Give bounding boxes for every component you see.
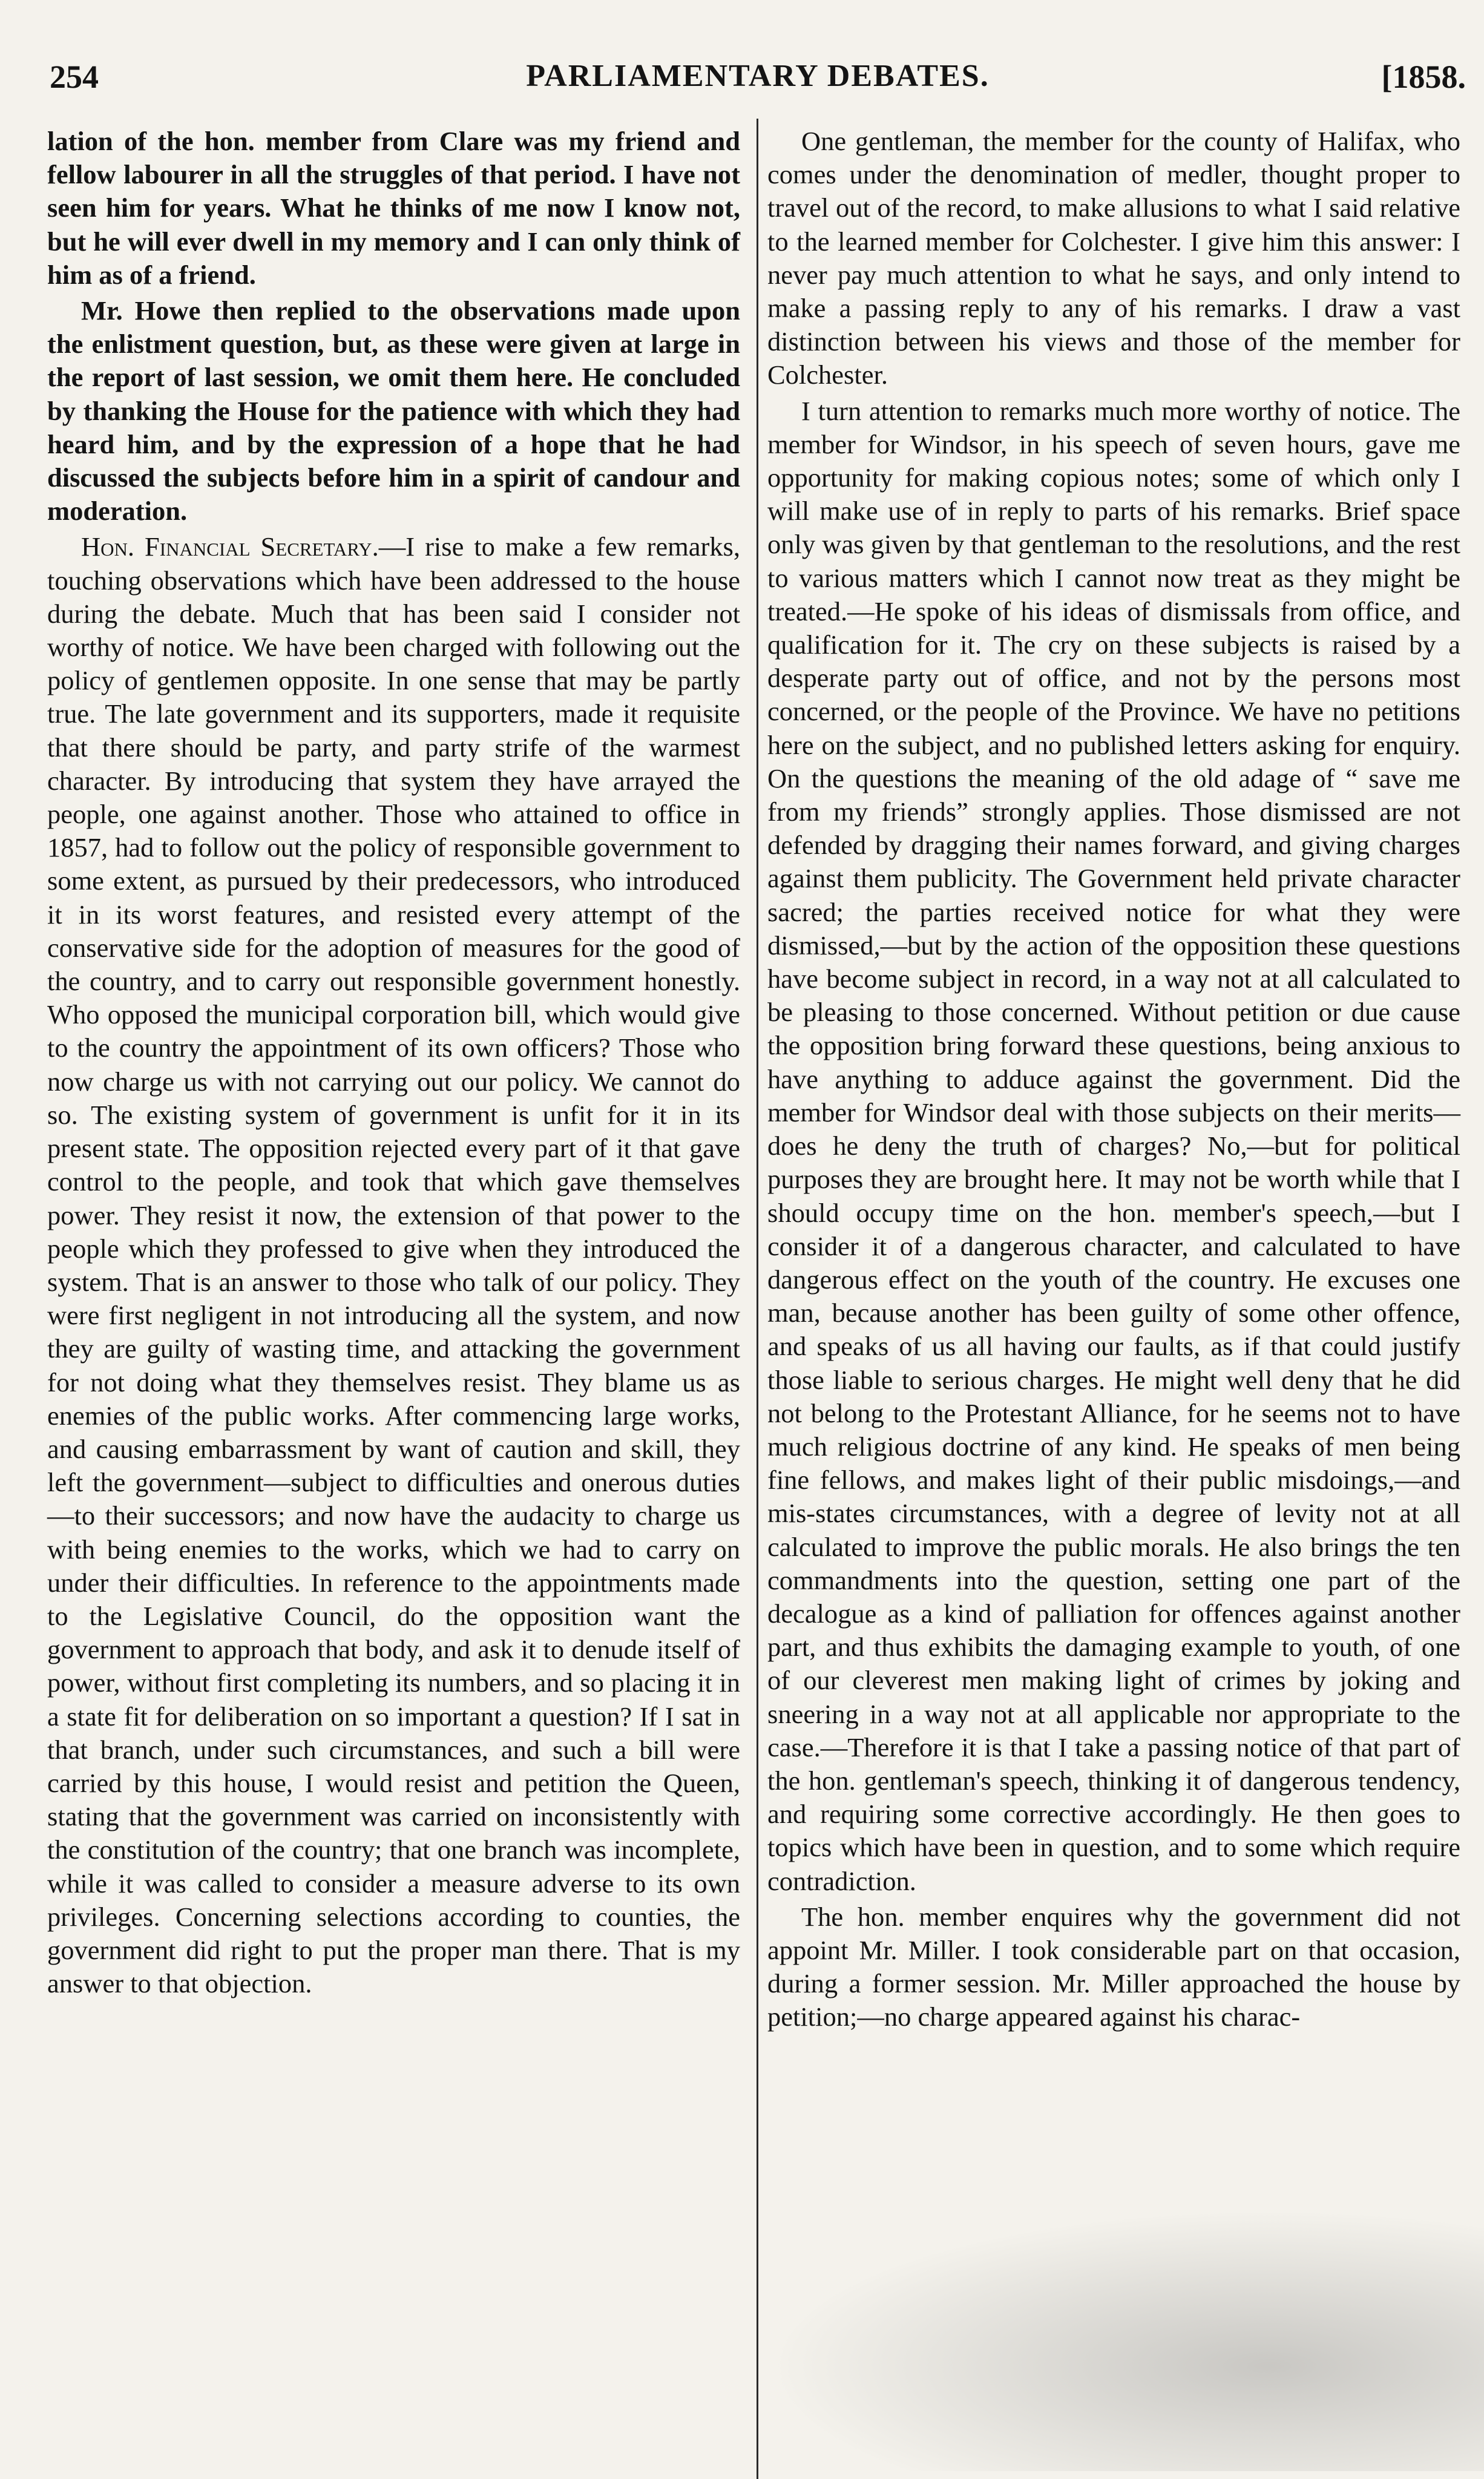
page-number: 254 bbox=[50, 59, 99, 95]
running-title: PARLIAMENTARY DEBATES. bbox=[526, 59, 990, 93]
speech-text: —I rise to make a few remarks, touching observations which have been addressed to the house during the debate. Much that has been said I consider not worthy of notice. We have been charged with following out the policy of gentlemen opposite. In one sense that may be partly true. The late government and its supporters, made it requisite that there should be party, and party strife of the warmest character. By introducing that system they have arrayed the people, one against another. Those who attained to office in 1857, had to follow out the policy of responsible government to some extent, as pursued by their predecessors, who introduced it in its worst features, and resisted every attempt of the conservative side for the adoption of measures for the good of the country, and to carry out responsible government honestly. Who opposed the municipal corporation bill, which would give to the country the appointment of its own officers? Those who now charge us with not carrying out our policy. We cannot do so. The existing system of government is unfit for it in its present state. The opposition rejected every part of it that gave control to the people, and took that which gave themselves power. They resist it now, the extension of that power to the people which they professed to give when they introduced the system. That is an answer to those who talk of our policy. They were first negligent in not introducing all the system, and now they are guilty of wasting time, and attacking the government for not doing what they themselves resist. They blame us as enemies of the public works. After commencing large works, and causing embarrassment by want of caution and skill, they left the government—subject to difficulties and onerous duties—to their successors; and now have the audacity to charge us with being enemies to the works, which we had to carry on under their difficulties. In reference to the appointments made to the Legislative Council, do the opposition want the government to approach that body, and ask it to denude itself of power, without first completing its numbers, and so placing it in a state fit for deliberation on so important a question? If I sat in that branch, under such circumstances, and such a bill were carried by this house, I would resist and petition the Queen, stating that the government was carried on inconsistently with the constitution of the country; that one branch was incomplete, while it was called to consider a measure adverse to its own privileges. Concerning selections according to counties, the government did right to put the proper man there. That is my answer to that objection. bbox=[47, 531, 740, 1999]
column-divider bbox=[757, 119, 758, 2479]
right-column bbox=[767, 125, 1460, 2034]
speaker-name: Hon. Financial Secretary. bbox=[81, 531, 379, 562]
paragraph: lation of the hon. member from Clare was my friend and fellow labourer in all the struggles of that period. I have not seen him for years. What he thinks of me now I know not, but he will ever dwell in my memory and I can only think of him as of a friend. bbox=[47, 126, 740, 290]
paragraph: The hon. member enquires why the government did not appoint Mr. Miller. I took considerable part on that occasion, during a former session. Mr. Miller approached the house by petition;—no charge appeared against his charac- bbox=[767, 1901, 1460, 2032]
scan-smudge bbox=[767, 2209, 1484, 2471]
paragraph: Mr. Howe then replied to the observations made upon the enlistment question, but, as these were given at large in the report of last session, we omit them here. He concluded by thanking the House for the patience with which they had heard him, and by the expression of a hope that he had discussed the subjects before him in a spirit of candour and moderation. bbox=[47, 295, 740, 527]
paragraph bbox=[47, 530, 740, 2000]
paragraph: One gentleman, the member for the county of Halifax, who comes under the denomination of medler, thought proper to travel out of the record, to make allusions to what I said relative to the learned member for Colchester. I give him this answer: I never pay much attention to what he says, and only intend to make a passing reply to any of his remarks. I draw a vast distinction between his views and those of the member for Colchester. bbox=[767, 126, 1460, 390]
paragraph: I turn attention to remarks much more worthy of notice. The member for Windsor, in his speech of seven hours, gave me opportunity for making copious notes; some of which only I will make use of in reply to parts of his remarks. Brief space only was given by that gentleman to the resolutions, and the rest to various matters which I cannot now treat as they might be treated.—He spoke of his ideas of dismissals from office, and qualification for it. The cry on these subjects is raised by a desperate party out of office, and not by the persons most concerned, or the people of the Province. We have no petitions here on the subject, and no published letters asking for enquiry. On the questions the meaning of the old adage of “ save me from my friends” strongly applies. Those dismissed are not defended by dragging their names forward, and giving charges against them publicity. The Government held private character sacred; the parties received notice for what they were dismissed,—but by the action of the opposition these questions have become subject in record, in a way not at all calculated to be pleasing to those concerned. Without petition or due cause the opposition bring forward these questions, being anxious to have anything to adduce against the government. Did the member for Windsor deal with those subjects on their merits—does he deny the truth of charges? No,—but for political purposes they are brought here. It may not be worth while that I should occupy time on the hon. member's speech,—but I consider it of a dangerous character, and calculated to have dangerous effect on the youth of the country. He excuses one man, because another has been guilty of some other offence, and speaks of us all having our faults, as if that could justify those liable to serious charges. He might well deny that he did not belong to the Protestant Alliance, for he seems not to have much religious doctrine of any kind. He speaks of men being fine fellows, and makes light of their public misdoings,—and mis-states circumstances, with a degree of levity not at all calculated to improve the public morals. He also brings the ten commandments into the question, setting one part of the decalogue as a kind of palliation for offences against another part, and thus exhibits the damaging example to youth, of one of our cleverest men making light of crimes by joking and sneering in a way not at all applicable nor appropriate to the case.—Therefore it is that I take a passing notice of that part of the hon. gentleman's speech, thinking it of dangerous tendency, and requiring some corrective accordingly. He then goes to topics which have been in question, and to some which require contradiction. bbox=[767, 395, 1460, 1896]
page-header bbox=[50, 58, 1466, 107]
year-marker: [1858. bbox=[1381, 59, 1466, 95]
left-column bbox=[47, 125, 740, 2000]
